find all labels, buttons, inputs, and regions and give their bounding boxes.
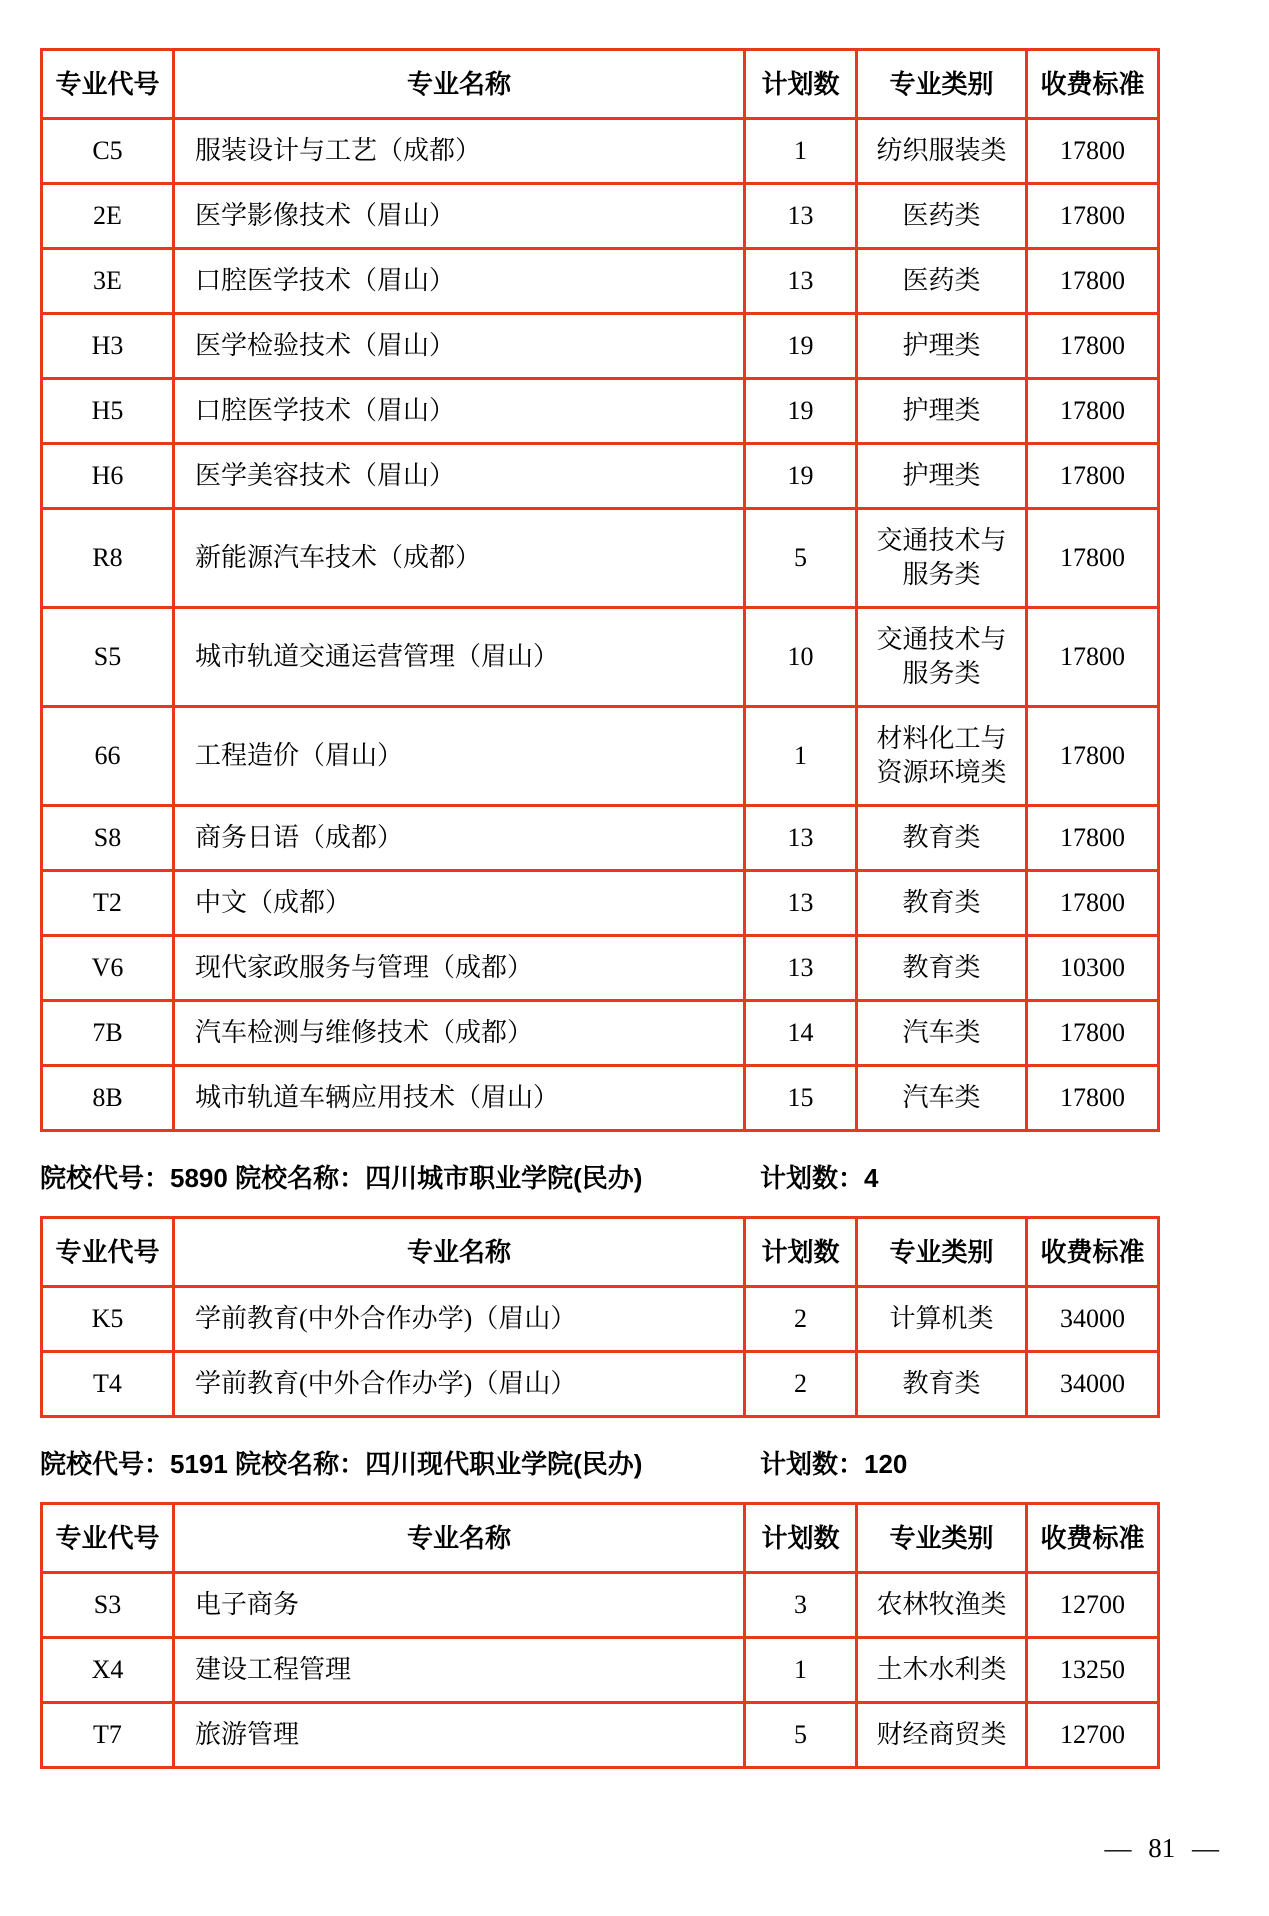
table-row [42,608,1159,707]
cell-plan-count: 3 [745,1573,857,1638]
cell-fee-standard: 12700 [1027,1573,1159,1638]
table-row [42,936,1159,1001]
cell-major-code: T7 [42,1703,174,1768]
school-code-and-name: 院校代号：5890 院校名称：四川城市职业学院(民办) [40,1163,643,1193]
cell-major-code: 3E [42,249,174,314]
cell-plan-count: 13 [745,249,857,314]
col-header-fee-standard: 收费标准 [1027,1504,1159,1573]
table-row [42,379,1159,444]
cell-major-name: 学前教育(中外合作办学)（眉山） [174,1352,745,1417]
col-header-major-name: 专业名称 [174,50,745,119]
col-header-major-name: 专业名称 [174,1218,745,1287]
cell-major-category: 教育类 [857,1352,1027,1417]
cell-major-category: 汽车类 [857,1066,1027,1131]
cell-fee-standard: 17800 [1027,1066,1159,1131]
cell-fee-standard: 17800 [1027,444,1159,509]
cell-plan-count: 13 [745,936,857,1001]
cell-major-name: 新能源汽车技术（成都） [174,509,745,608]
cell-fee-standard: 34000 [1027,1287,1159,1352]
cell-fee-standard: 17800 [1027,509,1159,608]
cell-plan-count: 13 [745,184,857,249]
cell-major-category: 交通技术与服务类 [857,608,1027,707]
cell-major-name: 医学影像技术（眉山） [174,184,745,249]
school-heading-5890 [40,1158,1157,1198]
cell-fee-standard: 17800 [1027,314,1159,379]
cell-major-name: 城市轨道车辆应用技术（眉山） [174,1066,745,1131]
table-row [42,119,1159,184]
cell-major-code: T2 [42,871,174,936]
table-row [42,1573,1159,1638]
cell-major-category: 汽车类 [857,1001,1027,1066]
col-header-plan-count: 计划数 [745,1504,857,1573]
cell-plan-count: 1 [745,707,857,806]
table-row [42,871,1159,936]
cell-major-name: 中文（成都） [174,871,745,936]
table-header-row [42,50,1159,119]
cell-major-category: 护理类 [857,314,1027,379]
cell-major-category: 交通技术与服务类 [857,509,1027,608]
cell-fee-standard: 17800 [1027,608,1159,707]
cell-fee-standard: 34000 [1027,1352,1159,1417]
cell-major-category: 教育类 [857,806,1027,871]
col-header-major-code: 专业代号 [42,1504,174,1573]
cell-major-code: C5 [42,119,174,184]
cell-fee-standard: 17800 [1027,184,1159,249]
school-heading-5191 [40,1444,1157,1484]
cell-major-name: 服装设计与工艺（成都） [174,119,745,184]
col-header-major-name: 专业名称 [174,1504,745,1573]
table-row [42,806,1159,871]
table-row [42,1066,1159,1131]
table-row [42,184,1159,249]
cell-major-code: T4 [42,1352,174,1417]
col-header-major-code: 专业代号 [42,1218,174,1287]
major-plan-table-5191 [40,1502,1160,1769]
col-header-major-category: 专业类别 [857,1504,1027,1573]
table-row [42,1638,1159,1703]
cell-major-name: 医学美容技术（眉山） [174,444,745,509]
col-header-fee-standard: 收费标准 [1027,1218,1159,1287]
col-header-plan-count: 计划数 [745,1218,857,1287]
cell-major-category: 财经商贸类 [857,1703,1027,1768]
cell-plan-count: 14 [745,1001,857,1066]
cell-plan-count: 5 [745,1703,857,1768]
cell-plan-count: 19 [745,379,857,444]
cell-major-category: 土木水利类 [857,1638,1027,1703]
page-number: — 81 — [1104,1833,1219,1863]
cell-major-category: 医药类 [857,249,1027,314]
cell-major-code: H5 [42,379,174,444]
cell-major-code: S8 [42,806,174,871]
cell-fee-standard: 17800 [1027,379,1159,444]
cell-plan-count: 2 [745,1287,857,1352]
table-row [42,707,1159,806]
table-row [42,444,1159,509]
table-row [42,1352,1159,1417]
cell-fee-standard: 12700 [1027,1703,1159,1768]
cell-major-code: 66 [42,707,174,806]
cell-major-code: S3 [42,1573,174,1638]
cell-major-name: 商务日语（成都） [174,806,745,871]
col-header-major-code: 专业代号 [42,50,174,119]
cell-major-code: S5 [42,608,174,707]
cell-major-code: H6 [42,444,174,509]
cell-major-code: R8 [42,509,174,608]
cell-major-category: 护理类 [857,379,1027,444]
cell-major-category: 教育类 [857,936,1027,1001]
cell-major-category: 农林牧渔类 [857,1573,1027,1638]
cell-fee-standard: 10300 [1027,936,1159,1001]
cell-major-code: V6 [42,936,174,1001]
table-row [42,1001,1159,1066]
cell-major-name: 学前教育(中外合作办学)（眉山） [174,1287,745,1352]
cell-major-category: 材料化工与资源环境类 [857,707,1027,806]
cell-major-category: 护理类 [857,444,1027,509]
cell-fee-standard: 17800 [1027,806,1159,871]
cell-major-name: 电子商务 [174,1573,745,1638]
cell-major-category: 医药类 [857,184,1027,249]
cell-plan-count: 13 [745,806,857,871]
cell-major-name: 现代家政服务与管理（成都） [174,936,745,1001]
table-row [42,314,1159,379]
cell-fee-standard: 17800 [1027,707,1159,806]
col-header-major-category: 专业类别 [857,50,1027,119]
cell-major-code: H3 [42,314,174,379]
cell-major-code: 2E [42,184,174,249]
cell-major-name: 汽车检测与维修技术（成都） [174,1001,745,1066]
cell-major-name: 旅游管理 [174,1703,745,1768]
cell-fee-standard: 17800 [1027,1001,1159,1066]
cell-fee-standard: 17800 [1027,249,1159,314]
school-plan-total: 计划数：4 [760,1163,879,1193]
cell-plan-count: 1 [745,119,857,184]
cell-major-category: 计算机类 [857,1287,1027,1352]
cell-major-code: X4 [42,1638,174,1703]
table-header-row [42,1504,1159,1573]
cell-major-code: 8B [42,1066,174,1131]
cell-plan-count: 15 [745,1066,857,1131]
table-row [42,1287,1159,1352]
cell-fee-standard: 17800 [1027,871,1159,936]
table-row [42,1703,1159,1768]
cell-major-code: K5 [42,1287,174,1352]
cell-major-name: 工程造价（眉山） [174,707,745,806]
col-header-plan-count: 计划数 [745,50,857,119]
col-header-fee-standard: 收费标准 [1027,50,1159,119]
cell-major-name: 口腔医学技术（眉山） [174,379,745,444]
cell-fee-standard: 17800 [1027,119,1159,184]
cell-major-name: 口腔医学技术（眉山） [174,249,745,314]
cell-fee-standard: 13250 [1027,1638,1159,1703]
cell-plan-count: 10 [745,608,857,707]
table-row [42,249,1159,314]
cell-major-name: 医学检验技术（眉山） [174,314,745,379]
cell-major-code: 7B [42,1001,174,1066]
cell-plan-count: 13 [745,871,857,936]
table-row [42,509,1159,608]
school-plan-total: 计划数：120 [760,1449,908,1479]
cell-major-category: 教育类 [857,871,1027,936]
cell-plan-count: 19 [745,444,857,509]
cell-major-name: 城市轨道交通运营管理（眉山） [174,608,745,707]
table-header-row [42,1218,1159,1287]
cell-plan-count: 5 [745,509,857,608]
cell-major-category: 纺织服装类 [857,119,1027,184]
major-plan-table-5890 [40,1216,1160,1418]
cell-plan-count: 19 [745,314,857,379]
col-header-major-category: 专业类别 [857,1218,1027,1287]
school-code-and-name: 院校代号：5191 院校名称：四川现代职业学院(民办) [40,1449,643,1479]
cell-plan-count: 2 [745,1352,857,1417]
cell-plan-count: 1 [745,1638,857,1703]
major-plan-table-continued [40,48,1160,1132]
cell-major-name: 建设工程管理 [174,1638,745,1703]
